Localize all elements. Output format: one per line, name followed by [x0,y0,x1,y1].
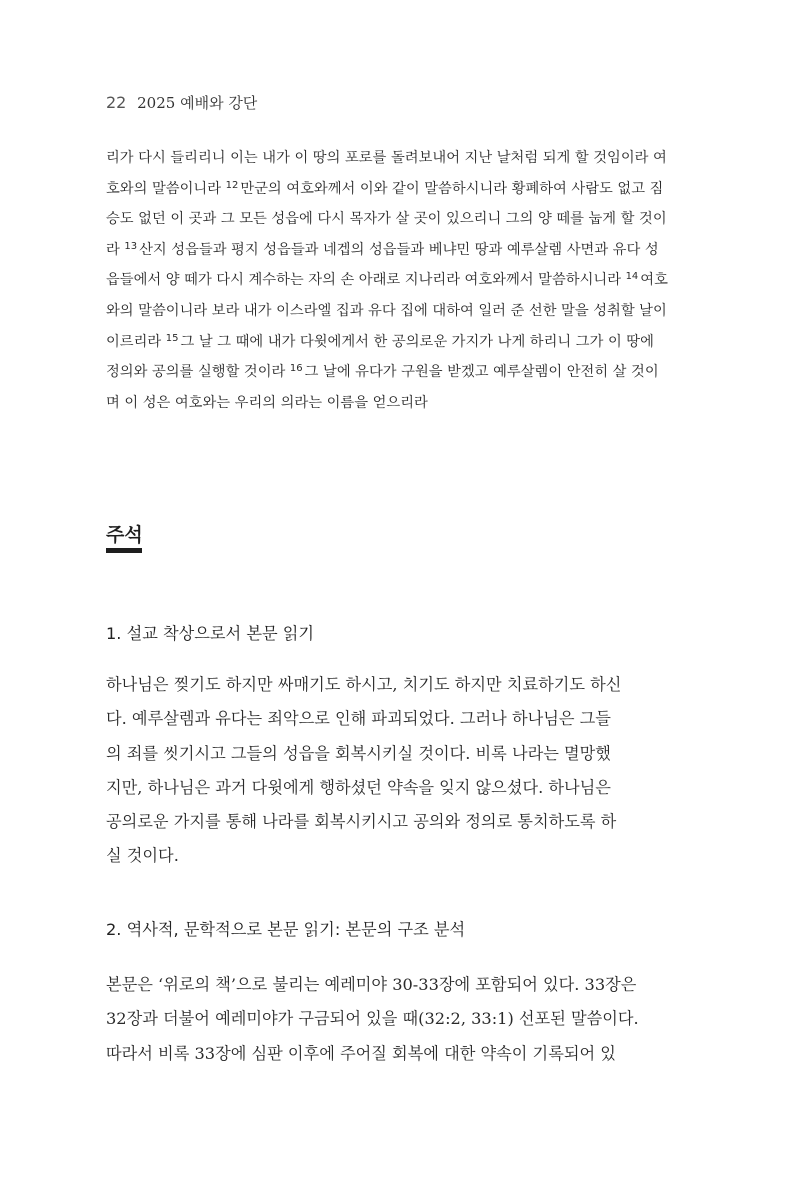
commentary-line: 하나님은 찢기도 하지만 싸매기도 하시고, 치기도 하지만 치료하기도 하신 [106,675,622,694]
scripture-text: 여호 [640,272,668,289]
scripture-text: 호와의 말씀이니라 [106,180,226,197]
commentary-line: 다. 예루살렘과 유다는 죄악으로 인해 파괴되었다. 그러나 하나님은 그들 [106,709,611,729]
verse-number: 13 [124,240,138,252]
scripture-line [106,143,692,174]
scripture-line [106,204,692,235]
commentary-line: 지만, 하나님은 과거 다윗에게 행하셨던 약속을 잊지 않으셨다. 하나님은 [106,777,611,797]
verse-number: 16 [289,363,303,375]
scripture-text: 만군의 여호와께서 이와 같이 말씀하시니라 황폐하여 사람도 없고 짐 [240,180,664,197]
commentary-paragraph-2 [106,968,692,1071]
scripture-text: 리가 다시 들리리니 이는 내가 이 땅의 포로를 돌려보내어 지난 날처럼 되게 할 것임이라 여 [106,150,667,166]
scripture-text: 며 이 성은 여호와는 우리의 의라는 이름을 얻으리라 [106,394,428,411]
verse-number: 14 [625,271,639,283]
scripture-text: 그 날에 유다가 구원을 받겠고 예루살렘이 안전히 살 것이 [304,364,659,381]
commentary-paragraph-1 [106,668,692,874]
scripture-line [106,357,692,388]
scripture-text: 승도 없던 이 곳과 그 모든 성읍에 다시 목자가 살 곳이 있으리니 그의 양 떼를 눕게 할 것이 [106,211,667,228]
commentary-line: 32장과 더불어 예레미야가 구금되어 있을 때(32:2, 33:1) 선포된 말씀이다. [106,1009,639,1029]
scripture-line [106,174,692,205]
running-header [106,92,257,113]
scripture-line [106,235,692,266]
commentary-line: 실 것이다. [106,846,179,866]
scripture-passage [106,143,692,418]
scripture-line [106,265,692,296]
book-title: 2025 예배와 강단 [137,94,258,112]
subsection-heading-1: 1. 설교 착상으로서 본문 읽기 [106,624,315,643]
scripture-line [106,296,692,327]
scripture-line [106,327,692,358]
verse-number: 12 [225,179,239,191]
subsection-heading-2: 2. 역사적, 문학적으로 본문 읽기: 본문의 구조 분석 [106,920,466,939]
scripture-text: 그 날 그 때에 내가 다윗에게서 한 공의로운 가지가 나게 하리니 그가 이 땅에 [180,333,654,350]
scripture-text: 정의와 공의를 실행할 것이라 [106,364,290,381]
scripture-text: 와의 말씀이니라 보라 내가 이스라엘 집과 유다 집에 대하여 일러 준 선한 말을 성취할 날이 [106,302,667,319]
scripture-text: 라 [106,241,125,258]
section-title: 주석 [106,524,143,546]
scripture-line [106,388,692,419]
commentary-line: 의 죄를 씻기시고 그들의 성읍을 회복시키실 것이다. 비록 나라는 멸망했 [106,743,611,763]
commentary-line: 따라서 비록 33장에 심판 이후에 주어질 회복에 대한 약속이 기록되어 있 [106,1043,616,1063]
section-title-underline [106,548,142,553]
commentary-line: 본문은 ‘위로의 책’으로 불리는 예레미야 30-33장에 포함되어 있다. 33장은 [106,975,637,994]
page-number: 22 [106,93,127,112]
scripture-text: 산지 성읍들과 평지 성읍들과 네겝의 성읍들과 베냐민 땅과 예루살렘 사면과 유다 성 [139,241,659,258]
commentary-line: 공의로운 가지를 통해 나라를 회복시키시고 공의와 정의로 통치하도록 하 [106,812,617,832]
scripture-text: 읍들에서 양 떼가 다시 계수하는 자의 손 아래로 지나리라 여호와께서 말씀하시니라 [106,272,626,289]
verse-number: 15 [165,332,179,344]
scripture-text: 이르리라 [106,333,166,350]
